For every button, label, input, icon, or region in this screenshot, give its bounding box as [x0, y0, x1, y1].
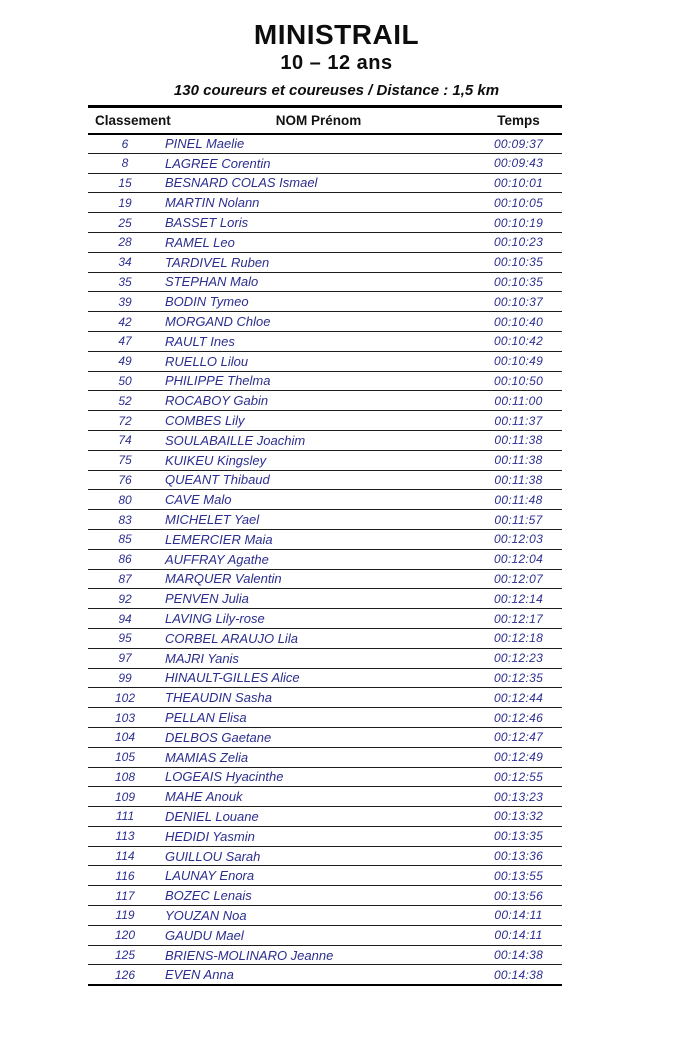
- cell-rank: 105: [88, 747, 162, 767]
- cell-rank: 50: [88, 371, 162, 391]
- table-header-row: [88, 107, 562, 134]
- cell-time: 00:13:32: [475, 807, 562, 827]
- cell-name: GUILLOU Sarah: [162, 846, 475, 866]
- table-row: [88, 628, 562, 648]
- cell-rank: 75: [88, 450, 162, 470]
- cell-name: BOZEC Lenais: [162, 886, 475, 906]
- table-row: [88, 609, 562, 629]
- cell-time: 00:10:42: [475, 331, 562, 351]
- cell-name: LAVING Lily-rose: [162, 609, 475, 629]
- cell-name: RUELLO Lilou: [162, 351, 475, 371]
- table-row: [88, 529, 562, 549]
- cell-time: 00:10:40: [475, 312, 562, 332]
- column-header-temps: Temps: [475, 107, 562, 134]
- cell-rank: 15: [88, 173, 162, 193]
- cell-time: 00:09:43: [475, 153, 562, 173]
- cell-time: 00:10:05: [475, 193, 562, 213]
- cell-time: 00:13:55: [475, 866, 562, 886]
- cell-name: MARQUER Valentin: [162, 569, 475, 589]
- cell-name: MARTIN Nolann: [162, 193, 475, 213]
- cell-name: CORBEL ARAUJO Lila: [162, 628, 475, 648]
- cell-name: LOGEAIS Hyacinthe: [162, 767, 475, 787]
- table-row: [88, 866, 562, 886]
- cell-time: 00:12:04: [475, 549, 562, 569]
- cell-rank: 28: [88, 232, 162, 252]
- table-row: [88, 945, 562, 965]
- cell-time: 00:10:23: [475, 232, 562, 252]
- cell-name: BASSET Loris: [162, 213, 475, 233]
- cell-rank: 117: [88, 886, 162, 906]
- table-row: [88, 213, 562, 233]
- column-header-nom-prenom: NOM Prénom: [162, 107, 475, 134]
- cell-name: STEPHAN Malo: [162, 272, 475, 292]
- cell-time: 00:10:35: [475, 272, 562, 292]
- cell-name: MORGAND Chloe: [162, 312, 475, 332]
- table-row: [88, 767, 562, 787]
- table-row: [88, 173, 562, 193]
- cell-rank: 99: [88, 668, 162, 688]
- cell-time: 00:12:23: [475, 648, 562, 668]
- cell-time: 00:12:55: [475, 767, 562, 787]
- cell-name: PHILIPPE Thelma: [162, 371, 475, 391]
- cell-name: RAMEL Leo: [162, 232, 475, 252]
- cell-time: 00:10:49: [475, 351, 562, 371]
- cell-rank: 6: [88, 134, 162, 154]
- cell-name: MAJRI Yanis: [162, 648, 475, 668]
- cell-name: RAULT Ines: [162, 331, 475, 351]
- cell-time: 00:12:17: [475, 609, 562, 629]
- table-row: [88, 589, 562, 609]
- cell-rank: 8: [88, 153, 162, 173]
- cell-rank: 120: [88, 925, 162, 945]
- table-row: [88, 886, 562, 906]
- cell-rank: 76: [88, 470, 162, 490]
- cell-name: BRIENS-MOLINARO Jeanne: [162, 945, 475, 965]
- cell-name: DENIEL Louane: [162, 807, 475, 827]
- cell-rank: 25: [88, 213, 162, 233]
- table-row: [88, 470, 562, 490]
- cell-name: LEMERCIER Maia: [162, 529, 475, 549]
- cell-rank: 42: [88, 312, 162, 332]
- table-row: [88, 708, 562, 728]
- cell-time: 00:12:14: [475, 589, 562, 609]
- cell-rank: 102: [88, 688, 162, 708]
- table-row: [88, 153, 562, 173]
- cell-name: GAUDU Mael: [162, 925, 475, 945]
- table-row: [88, 272, 562, 292]
- age-group-subtitle: 10 – 12 ans: [280, 52, 393, 75]
- table-row: [88, 193, 562, 213]
- cell-time: 00:13:23: [475, 787, 562, 807]
- cell-name: THEAUDIN Sasha: [162, 688, 475, 708]
- cell-time: 00:11:00: [475, 391, 562, 411]
- cell-name: HEDIDI Yasmin: [162, 826, 475, 846]
- cell-time: 00:11:38: [475, 470, 562, 490]
- cell-rank: 97: [88, 648, 162, 668]
- cell-rank: 94: [88, 609, 162, 629]
- cell-rank: 83: [88, 510, 162, 530]
- cell-rank: 80: [88, 490, 162, 510]
- cell-rank: 19: [88, 193, 162, 213]
- cell-name: YOUZAN Noa: [162, 906, 475, 926]
- cell-time: 00:14:38: [475, 945, 562, 965]
- cell-time: 00:11:38: [475, 430, 562, 450]
- cell-time: 00:12:44: [475, 688, 562, 708]
- table-row: [88, 134, 562, 154]
- cell-time: 00:10:50: [475, 371, 562, 391]
- cell-time: 00:14:11: [475, 925, 562, 945]
- cell-time: 00:14:38: [475, 965, 562, 985]
- cell-rank: 92: [88, 589, 162, 609]
- cell-rank: 111: [88, 807, 162, 827]
- table-row: [88, 807, 562, 827]
- cell-time: 00:11:38: [475, 450, 562, 470]
- cell-rank: 103: [88, 708, 162, 728]
- cell-name: LAGREE Corentin: [162, 153, 475, 173]
- cell-name: QUEANT Thibaud: [162, 470, 475, 490]
- cell-name: CAVE Malo: [162, 490, 475, 510]
- cell-time: 00:10:19: [475, 213, 562, 233]
- cell-rank: 87: [88, 569, 162, 589]
- table-row: [88, 252, 562, 272]
- cell-name: MAHE Anouk: [162, 787, 475, 807]
- cell-rank: 85: [88, 529, 162, 549]
- results-table-body: [88, 134, 562, 985]
- table-row: [88, 668, 562, 688]
- cell-time: 00:14:11: [475, 906, 562, 926]
- cell-name: PINEL Maelie: [162, 134, 475, 154]
- cell-rank: 95: [88, 628, 162, 648]
- cell-name: LAUNAY Enora: [162, 866, 475, 886]
- cell-rank: 104: [88, 727, 162, 747]
- cell-rank: 109: [88, 787, 162, 807]
- cell-rank: 114: [88, 846, 162, 866]
- cell-time: 00:11:37: [475, 411, 562, 431]
- cell-name: COMBES Lily: [162, 411, 475, 431]
- table-row: [88, 490, 562, 510]
- table-row: [88, 450, 562, 470]
- cell-name: SOULABAILLE Joachim: [162, 430, 475, 450]
- cell-rank: 125: [88, 945, 162, 965]
- race-info-line: 130 coureurs et coureuses / Distance : 1,5 km: [173, 82, 500, 100]
- cell-name: MICHELET Yael: [162, 510, 475, 530]
- cell-rank: 34: [88, 252, 162, 272]
- cell-time: 00:12:46: [475, 708, 562, 728]
- cell-name: PELLAN Elisa: [162, 708, 475, 728]
- cell-time: 00:10:37: [475, 292, 562, 312]
- table-row: [88, 292, 562, 312]
- cell-name: TARDIVEL Ruben: [162, 252, 475, 272]
- cell-rank: 126: [88, 965, 162, 985]
- cell-name: HINAULT-GILLES Alice: [162, 668, 475, 688]
- table-row: [88, 965, 562, 985]
- cell-time: 00:12:47: [475, 727, 562, 747]
- cell-time: 00:12:18: [475, 628, 562, 648]
- cell-name: AUFFRAY Agathe: [162, 549, 475, 569]
- table-row: [88, 787, 562, 807]
- results-table: [88, 105, 562, 986]
- cell-name: ROCABOY Gabin: [162, 391, 475, 411]
- table-row: [88, 747, 562, 767]
- table-row: [88, 727, 562, 747]
- cell-time: 00:11:48: [475, 490, 562, 510]
- table-row: [88, 351, 562, 371]
- cell-rank: 113: [88, 826, 162, 846]
- cell-rank: 119: [88, 906, 162, 926]
- cell-time: 00:13:35: [475, 826, 562, 846]
- cell-time: 00:12:03: [475, 529, 562, 549]
- table-row: [88, 906, 562, 926]
- page-title: MINISTRAIL: [253, 19, 420, 50]
- cell-rank: 49: [88, 351, 162, 371]
- cell-time: 00:11:57: [475, 510, 562, 530]
- table-row: [88, 391, 562, 411]
- table-row: [88, 826, 562, 846]
- cell-time: 00:09:37: [475, 134, 562, 154]
- cell-name: PENVEN Julia: [162, 589, 475, 609]
- table-row: [88, 510, 562, 530]
- cell-name: KUIKEU Kingsley: [162, 450, 475, 470]
- cell-rank: 35: [88, 272, 162, 292]
- cell-rank: 52: [88, 391, 162, 411]
- column-header-classement: Classement: [88, 107, 162, 134]
- cell-name: MAMIAS Zelia: [162, 747, 475, 767]
- table-row: [88, 232, 562, 252]
- table-row: [88, 411, 562, 431]
- cell-time: 00:12:07: [475, 569, 562, 589]
- table-row: [88, 312, 562, 332]
- cell-time: 00:12:35: [475, 668, 562, 688]
- cell-rank: 108: [88, 767, 162, 787]
- cell-rank: 116: [88, 866, 162, 886]
- table-row: [88, 331, 562, 351]
- table-row: [88, 549, 562, 569]
- cell-name: EVEN Anna: [162, 965, 475, 985]
- table-row: [88, 371, 562, 391]
- table-row: [88, 430, 562, 450]
- cell-rank: 86: [88, 549, 162, 569]
- table-row: [88, 648, 562, 668]
- cell-time: 00:10:01: [475, 173, 562, 193]
- table-row: [88, 846, 562, 866]
- cell-time: 00:13:56: [475, 886, 562, 906]
- cell-time: 00:12:49: [475, 747, 562, 767]
- table-row: [88, 569, 562, 589]
- cell-name: BESNARD COLAS Ismael: [162, 173, 475, 193]
- cell-rank: 39: [88, 292, 162, 312]
- table-row: [88, 688, 562, 708]
- cell-name: BODIN Tymeo: [162, 292, 475, 312]
- cell-rank: 74: [88, 430, 162, 450]
- cell-rank: 72: [88, 411, 162, 431]
- cell-time: 00:13:36: [475, 846, 562, 866]
- cell-time: 00:10:35: [475, 252, 562, 272]
- table-row: [88, 925, 562, 945]
- cell-name: DELBOS Gaetane: [162, 727, 475, 747]
- cell-rank: 47: [88, 331, 162, 351]
